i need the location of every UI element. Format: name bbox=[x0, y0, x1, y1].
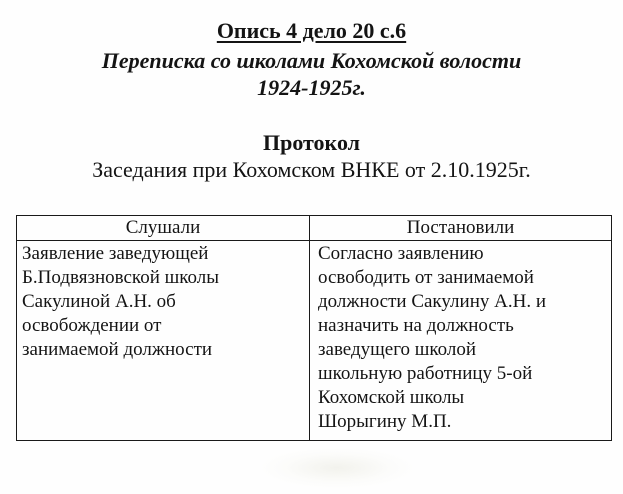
resolved-line: Кохомской школы bbox=[318, 387, 465, 408]
resolved-cell bbox=[318, 242, 608, 434]
heard-line: занимаемой должности bbox=[22, 339, 213, 360]
resolved-line: Шорыгину М.П. bbox=[318, 411, 452, 432]
heard-line: Заявление заведующей bbox=[22, 243, 209, 264]
meeting-description: Заседания при Кохомском ВНКЕ от 2.10.1925г. bbox=[92, 157, 531, 182]
resolved-line: освободить от занимаемой bbox=[318, 267, 534, 288]
resolved-line: должности Сакулину А.Н. и bbox=[318, 291, 546, 312]
document-subject: Переписка со школами Кохомской волости bbox=[101, 48, 522, 73]
protocol-title: Протокол bbox=[262, 130, 360, 155]
resolved-line: Согласно заявлению bbox=[318, 243, 484, 264]
column-divider bbox=[309, 216, 310, 440]
heard-cell bbox=[22, 242, 304, 362]
paper-smudge bbox=[262, 448, 412, 488]
resolved-line: заведущего школой bbox=[318, 339, 477, 360]
protocol-table bbox=[16, 215, 612, 441]
heard-line: Б.Подвязновской школы bbox=[22, 267, 220, 288]
resolved-line: назначить на должность bbox=[318, 315, 514, 336]
inventory-reference: Опись 4 дело 20 с.6 bbox=[216, 18, 407, 43]
document-years: 1924-1925г. bbox=[257, 75, 366, 100]
column-header-resolved: Постановили bbox=[406, 217, 515, 238]
table-header-row bbox=[17, 216, 611, 241]
heard-line: освобождении от bbox=[22, 315, 162, 336]
heard-line: Сакулиной А.Н. об bbox=[22, 291, 176, 312]
resolved-line: школьную работницу 5-ой bbox=[318, 363, 533, 384]
column-header-heard: Слушали bbox=[125, 217, 201, 238]
